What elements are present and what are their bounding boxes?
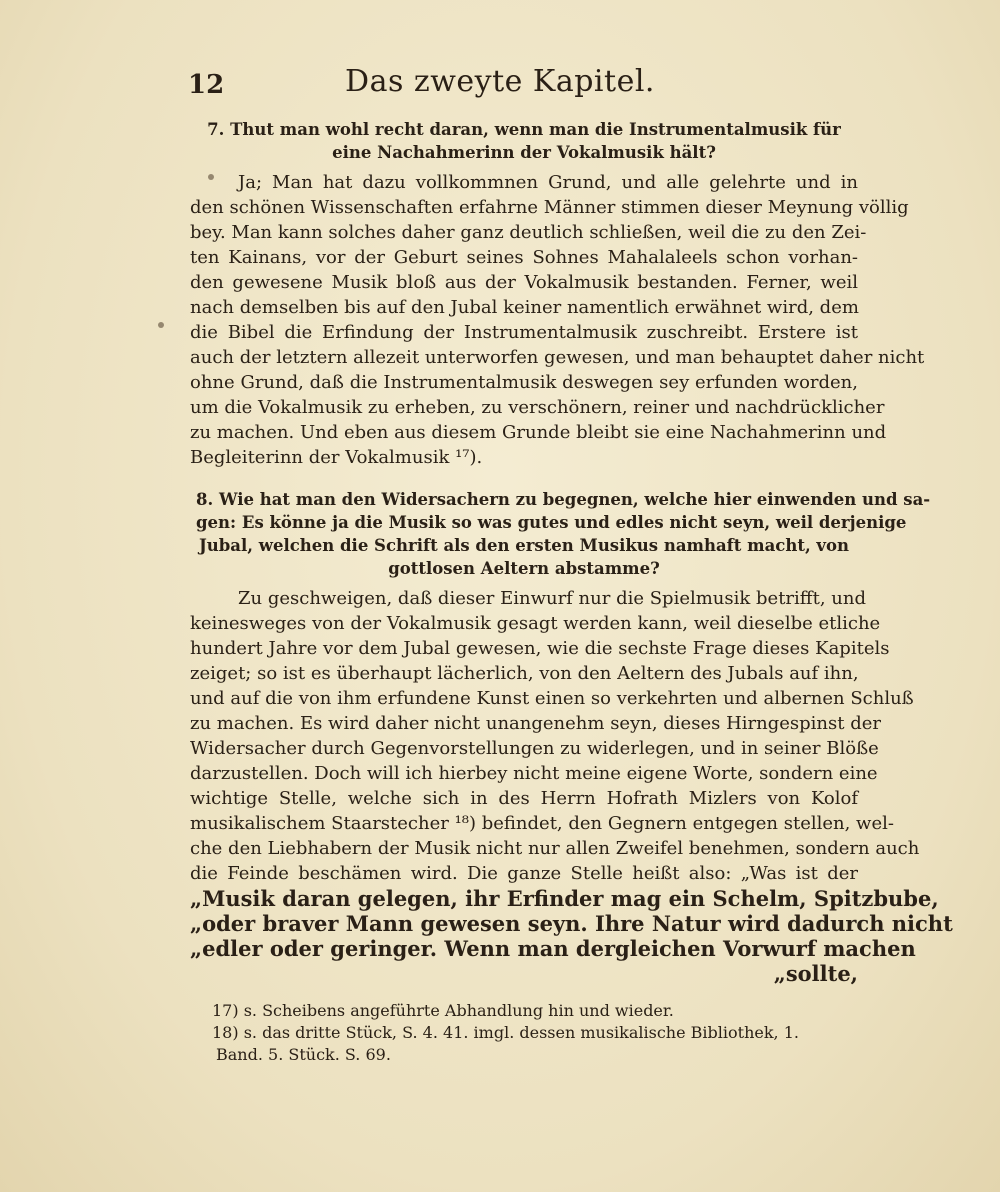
footnote-18: 18) s. das dritte Stück, S. 4. 41. imgl. dessen musikalische Bibliothek, 1. xyxy=(212,1023,799,1042)
answer-line: den gewesene Musik bloß aus der Vokalmusik bestanden. Ferner, weil xyxy=(190,272,858,293)
answer-7 xyxy=(190,170,925,470)
question-line: eine Nachahmerinn der Vokalmusik hält? xyxy=(332,143,716,162)
footnote-17: 17) s. Scheibens angeführte Abhandlung hin und wieder. xyxy=(212,1001,674,1020)
question-line xyxy=(196,488,931,511)
page-number: 12 xyxy=(188,70,225,100)
answer-line: wichtige Stelle, welche sich in des Herrn Hofrath Mizlers von Kolof xyxy=(190,788,858,809)
ink-speck xyxy=(208,174,214,180)
question-line: gottlosen Aeltern abstamme? xyxy=(388,559,660,578)
answer-line: keinesweges von der Vokalmusik gesagt werden kann, weil dieselbe etliche xyxy=(190,613,881,634)
question-8 xyxy=(196,488,931,580)
answer-line: Widersacher durch Gegenvorstellungen zu widerlegen, und in seiner Blöße xyxy=(190,738,879,759)
quote-line: „Musik daran gelegen, ihr Erfinder mag ein Schelm, Spitzbube, xyxy=(190,886,939,911)
question-text: Thut man wohl recht daran, wenn man die Instrumentalmusik für xyxy=(230,120,841,139)
answer-line: zu machen. Es wird daher nicht unangenehm seyn, dieses Hirngespinst der xyxy=(190,713,881,734)
answer-line: che den Liebhabern der Musik nicht nur allen Zweifel benehmen, sondern auch xyxy=(190,838,920,859)
answer-line: ohne Grund, daß die Instrumentalmusik deswegen sey erfunden worden, xyxy=(190,372,858,393)
answer-line: Begleiterinn der Vokalmusik ¹⁷). xyxy=(190,447,483,468)
answer-line: darzustellen. Doch will ich hierbey nicht meine eigene Worte, sondern eine xyxy=(190,763,878,784)
footnotes xyxy=(212,1000,852,1066)
answer-line: nach demselben bis auf den Jubal keiner namentlich erwähnet wird, dem xyxy=(190,297,859,318)
question-number: 8. xyxy=(196,490,214,509)
ink-speck xyxy=(158,322,164,328)
footnote-18-continued: Band. 5. Stück. S. 69. xyxy=(216,1045,391,1064)
question-line: Jubal, welchen die Schrift als den ersten Musikus namhaft macht, von xyxy=(198,536,850,555)
quote-line: „edler oder geringer. Wenn man dergleichen Vorwurf machen xyxy=(190,936,916,961)
answer-line: die Feinde beschämen wird. Die ganze Stelle heißt also: „Was ist der xyxy=(190,863,858,884)
answer-line: um die Vokalmusik zu erheben, zu verschönern, reiner und nachdrücklicher xyxy=(190,397,885,418)
question-text: Wie hat man den Widersachern zu begegnen, welche hier einwenden und sa- xyxy=(218,490,931,509)
answer-line: bey. Man kann solches daher ganz deutlich schließen, weil die zu den Zei- xyxy=(190,222,867,243)
answer-8 xyxy=(190,586,953,986)
running-head: Das zweyte Kapitel. xyxy=(345,64,655,99)
answer-line: die Bibel die Erfindung der Instrumentalmusik zuschreibt. Erstere ist xyxy=(190,322,858,343)
answer-line: zeiget; so ist es überhaupt lächerlich, von den Aeltern des Jubals auf ihn, xyxy=(190,663,859,684)
question-line xyxy=(196,118,852,141)
answer-line: musikalischem Staarstecher ¹⁸) befindet, den Gegnern entgegen stellen, wel- xyxy=(190,813,894,834)
answer-line: Ja; Man hat dazu vollkommnen Grund, und alle gelehrte und in xyxy=(238,172,858,193)
answer-line: Zu geschweigen, daß dieser Einwurf nur die Spielmusik betrifft, und xyxy=(238,588,866,609)
answer-line: zu machen. Und eben aus diesem Grunde bleibt sie eine Nachahmerinn und xyxy=(190,422,887,443)
answer-line: und auf die von ihm erfundene Kunst einen so verkehrten und albernen Schluß xyxy=(190,688,914,709)
answer-line: auch der letztern allezeit unterworfen gewesen, und man behauptet daher nicht xyxy=(190,347,925,368)
question-number: 7. xyxy=(207,120,225,139)
answer-line: hundert Jahre vor dem Jubal gewesen, wie die sechste Frage dieses Kapitels xyxy=(190,638,890,659)
answer-line: ten Kainans, vor der Geburt seines Sohnes Mahalaleels schon vorhan- xyxy=(190,247,858,268)
catchword: „sollte, xyxy=(773,961,858,986)
question-line: gen: Es könne ja die Musik so was gutes und edles nicht seyn, weil derjenige xyxy=(196,513,907,532)
answer-line: den schönen Wissenschaften erfahrne Männer stimmen dieser Meynung völlig xyxy=(190,197,909,218)
question-7 xyxy=(196,118,852,164)
text-block xyxy=(190,118,953,994)
quote-line: „oder braver Mann gewesen seyn. Ihre Natur wird dadurch nicht xyxy=(190,911,953,936)
